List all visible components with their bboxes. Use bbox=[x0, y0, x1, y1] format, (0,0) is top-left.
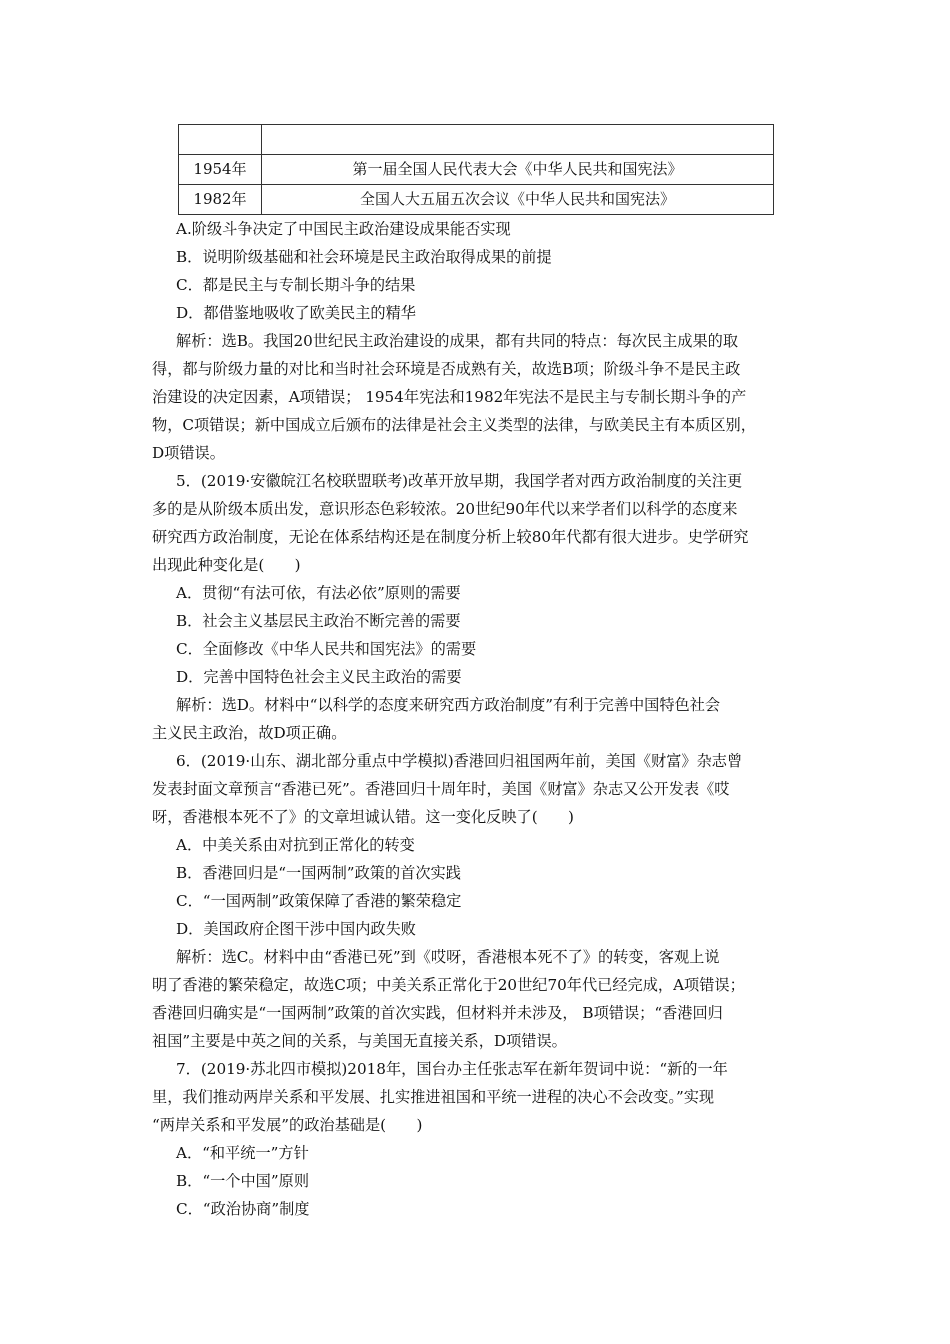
q5-stem-line: 出现此种变化是( ) bbox=[152, 556, 301, 574]
q5-analysis-line: 主义民主政治，故D项正确。 bbox=[152, 724, 347, 742]
q6-analysis-line: 解析：选C。材料中由“香港已死”到《哎呀，香港根本死不了》的转变，客观上说 bbox=[176, 948, 720, 966]
q5-stem-line: 5．(2019·安徽皖江名校联盟联考)改革开放早期，我国学者对西方政治制度的关注更 bbox=[176, 472, 743, 490]
q5-option-c: C．全面修改《中华人民共和国宪法》的需要 bbox=[176, 640, 477, 658]
q6-analysis-line: 香港回归确实是“一国两制”政策的首次实践，但材料并未涉及， B项错误；“香港回归 bbox=[152, 1004, 723, 1022]
q5-option-a: A．贯彻“有法可依，有法必依”原则的需要 bbox=[176, 584, 461, 602]
table-row bbox=[179, 125, 774, 155]
q4-option-d: D．都借鉴地吸收了欧美民主的精华 bbox=[176, 304, 416, 322]
table-cell-year bbox=[179, 125, 262, 155]
table-cell-event: 第一届全国人民代表大会《中华人民共和国宪法》 bbox=[262, 155, 774, 185]
q6-option-b: B．香港回归是“一国两制”政策的首次实践 bbox=[176, 864, 461, 882]
q6-option-c: C．“一国两制”政策保障了香港的繁荣稳定 bbox=[176, 892, 462, 910]
q6-stem-line: 呀，香港根本死不了》的文章坦诚认错。这一变化反映了( ) bbox=[152, 808, 574, 826]
q7-stem-line: 7．(2019·苏北四市模拟)2018年，国台办主任张志军在新年贺词中说：“新的一年 bbox=[176, 1060, 728, 1078]
q6-analysis-line: 祖国”主要是中英之间的关系，与美国无直接关系，D项错误。 bbox=[152, 1032, 567, 1050]
q7-option-b: B．“一个中国”原则 bbox=[176, 1172, 310, 1190]
q5-analysis-line: 解析：选D。材料中“以科学的态度来研究西方政治制度”有利于完善中国特色社会 bbox=[176, 696, 721, 714]
q4-analysis-line: 解析：选B。我国20世纪民主政治建设的成果，都有共同的特点：每次民主成果的取 bbox=[176, 332, 739, 350]
table-cell-year: 1982年 bbox=[179, 185, 262, 215]
table-cell-year: 1954年 bbox=[179, 155, 262, 185]
q5-option-b: B．社会主义基层民主政治不断完善的需要 bbox=[176, 612, 461, 630]
q6-option-d: D．美国政府企图干涉中国内政失败 bbox=[176, 920, 416, 938]
q4-analysis-line: D项错误。 bbox=[152, 444, 225, 462]
q4-analysis-line: 治建设的决定因素，A项错误； 1954年宪法和1982年宪法不是民主与专制长期斗争的产 bbox=[152, 388, 747, 406]
q4-option-c: C．都是民主与专制长期斗争的结果 bbox=[176, 276, 416, 294]
q7-stem-line: 里，我们推动两岸关系和平发展、扎实推进祖国和平统一进程的决心不会改变。”实现 bbox=[152, 1088, 715, 1106]
table-row bbox=[179, 185, 774, 215]
table-row bbox=[179, 155, 774, 185]
question-body bbox=[152, 215, 806, 1223]
q6-stem-line: 发表封面文章预言“香港已死”。香港回归十周年时，美国《财富》杂志又公开发表《哎 bbox=[152, 780, 730, 798]
table-cell-event: 全国人大五届五次会议《中华人民共和国宪法》 bbox=[262, 185, 774, 215]
q7-stem-line: “两岸关系和平发展”的政治基础是( ) bbox=[152, 1116, 423, 1134]
q7-option-a: A．“和平统一”方针 bbox=[176, 1144, 309, 1162]
table-cell-event bbox=[262, 125, 774, 155]
q4-analysis-line: 得，都与阶级力量的对比和当时社会环境是否成熟有关，故选B项；阶级斗争不是民主政 bbox=[152, 360, 741, 378]
document-page bbox=[152, 124, 806, 1223]
q6-option-a: A．中美关系由对抗到正常化的转变 bbox=[176, 836, 415, 854]
constitution-table bbox=[178, 124, 774, 215]
q4-option-b: B．说明阶级基础和社会环境是民主政治取得成果的前提 bbox=[176, 248, 552, 266]
q4-analysis-line: 物，C项错误；新中国成立后颁布的法律是社会主义类型的法律，与欧美民主有本质区别， bbox=[152, 416, 756, 434]
q7-option-c: C．“政治协商”制度 bbox=[176, 1200, 310, 1218]
q5-stem-line: 多的是从阶级本质出发，意识形态色彩较浓。20世纪90年代以来学者们以科学的态度来 bbox=[152, 500, 738, 518]
q5-stem-line: 研究西方政治制度，无论在体系结构还是在制度分析上较80年代都有很大进步。史学研究 bbox=[152, 528, 749, 546]
q4-option-a: A.阶级斗争决定了中国民主政治建设成果能否实现 bbox=[176, 220, 511, 238]
q6-analysis-line: 明了香港的繁荣稳定，故选C项；中美关系正常化于20世纪70年代已经完成，A项错误； bbox=[152, 976, 745, 994]
q5-option-d: D．完善中国特色社会主义民主政治的需要 bbox=[176, 668, 462, 686]
q6-stem-line: 6．(2019·山东、湖北部分重点中学模拟)香港回归祖国两年前，美国《财富》杂志曾 bbox=[176, 752, 743, 770]
